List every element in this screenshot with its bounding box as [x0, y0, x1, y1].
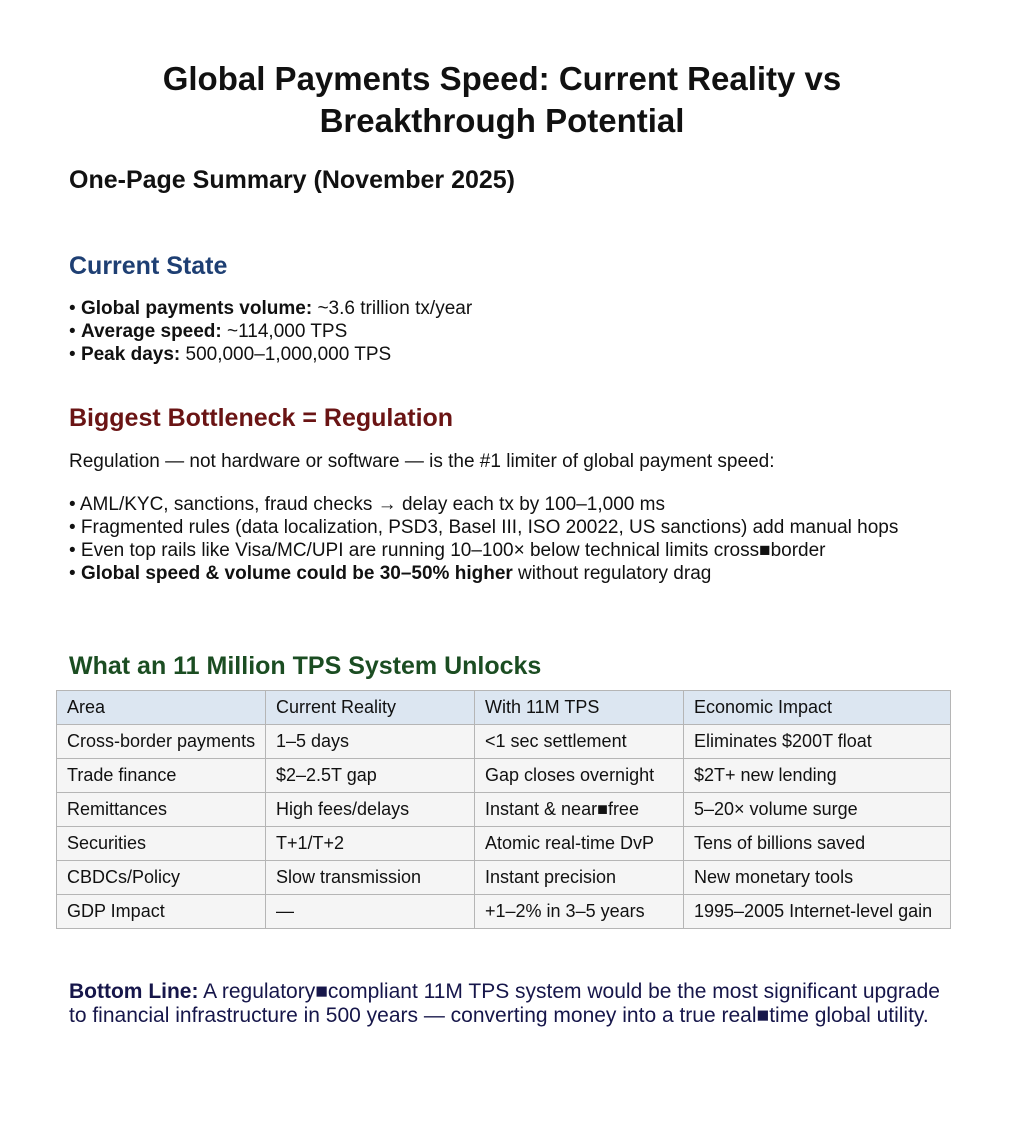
document-subtitle: One-Page Summary (November 2025)	[69, 166, 516, 194]
table-cell: Slow transmission	[266, 861, 475, 895]
bottom-line	[69, 980, 949, 1028]
list-item: • Peak days: 500,000–1,000,000 TPS	[69, 344, 392, 365]
table-cell: New monetary tools	[684, 861, 951, 895]
bottleneck-heading: Biggest Bottleneck = Regulation	[69, 404, 454, 432]
table-row	[57, 895, 951, 929]
item-text: ~114,000 TPS	[221, 321, 348, 342]
unlocks-heading: What an 11 Million TPS System Unlocks	[69, 652, 542, 680]
table-cell: T+1/T+2	[266, 827, 475, 861]
table-cell: 1–5 days	[266, 725, 475, 759]
list-item: • Fragmented rules (data localization, PSD3, Basel III, ISO 20022, US sanctions) add manual hops	[69, 517, 899, 538]
table-cell: Atomic real-time DvP	[475, 827, 684, 861]
table-cell: Eliminates $200T float	[684, 725, 951, 759]
table-cell: Instant precision	[475, 861, 684, 895]
table-cell: Cross-border payments	[57, 725, 266, 759]
list-item: • AML/KYC, sanctions, fraud checks → delay each tx by 100–1,000 ms	[69, 494, 665, 515]
title-line-2: Breakthrough Potential	[319, 102, 685, 139]
item-label: Average speed:	[80, 321, 222, 342]
bottom-line-text: A regulatory■compliant 11M TPS system would be the most significant upgrade to financial infrastructure in 500 years — converting money into a true real■time global utility.	[69, 980, 940, 1027]
column-header-current-reality: Current Reality	[266, 691, 475, 725]
item-text: 500,000–1,000,000 TPS	[180, 344, 392, 365]
table-cell: GDP Impact	[57, 895, 266, 929]
table-cell: Gap closes overnight	[475, 759, 684, 793]
bottom-line-label: Bottom Line:	[69, 980, 199, 1003]
table-cell: Tens of billions saved	[684, 827, 951, 861]
column-header-area: Area	[57, 691, 266, 725]
table-cell: —	[266, 895, 475, 929]
table-row	[57, 759, 951, 793]
item-label: Global speed & volume could be 30–50% higher	[80, 563, 513, 584]
table-row	[57, 725, 951, 759]
table-cell: +1–2% in 3–5 years	[475, 895, 684, 929]
item-label: Peak days:	[80, 344, 181, 365]
table-cell: 1995–2005 Internet-level gain	[684, 895, 951, 929]
table-cell: Remittances	[57, 793, 266, 827]
item-label: Global payments volume:	[80, 298, 313, 319]
bottleneck-list	[69, 493, 969, 585]
list-item: • Average speed: ~114,000 TPS	[69, 321, 348, 342]
table-cell: High fees/delays	[266, 793, 475, 827]
item-text: without regulatory drag	[512, 563, 712, 584]
current-state-list	[69, 297, 969, 366]
table-cell: Instant & near■free	[475, 793, 684, 827]
table-cell: 5–20× volume surge	[684, 793, 951, 827]
column-header-with-11m-tps: With 11M TPS	[475, 691, 684, 725]
impact-table	[56, 690, 951, 929]
table-header-row	[57, 691, 951, 725]
table-cell: Trade finance	[57, 759, 266, 793]
bottleneck-intro: Regulation — not hardware or software — is the #1 limiter of global payment speed:	[69, 451, 775, 472]
table-row	[57, 827, 951, 861]
current-state-heading: Current State	[69, 252, 228, 280]
table-cell: CBDCs/Policy	[57, 861, 266, 895]
list-item: • Global speed & volume could be 30–50% higher without regulatory drag	[69, 563, 712, 584]
table-row	[57, 793, 951, 827]
item-text: ~3.6 trillion tx/year	[312, 298, 473, 319]
table-cell: <1 sec settlement	[475, 725, 684, 759]
document-title	[0, 58, 1004, 142]
list-item: • Global payments volume: ~3.6 trillion tx/year	[69, 298, 473, 319]
title-line-1: Global Payments Speed: Current Reality vs	[162, 60, 842, 97]
list-item: • Even top rails like Visa/MC/UPI are running 10–100× below technical limits cross■border	[69, 540, 826, 561]
table-row	[57, 861, 951, 895]
table-cell: $2T+ new lending	[684, 759, 951, 793]
column-header-economic-impact: Economic Impact	[684, 691, 951, 725]
table-cell: Securities	[57, 827, 266, 861]
table-cell: $2–2.5T gap	[266, 759, 475, 793]
